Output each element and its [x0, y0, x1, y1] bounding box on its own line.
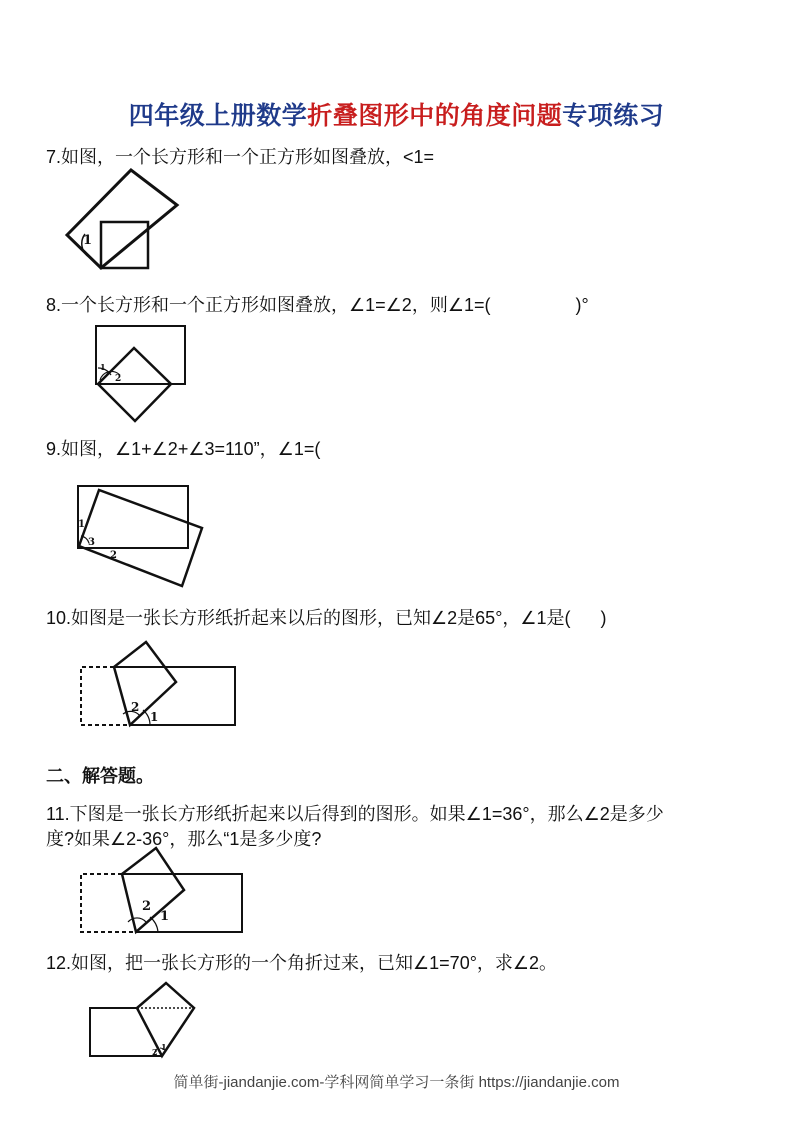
q11-angle-label-1: 1	[160, 909, 170, 924]
question-7-figure	[55, 160, 185, 275]
question-8-text: 8.一个长方形和一个正方形如图叠放，∠1=∠2，则∠1=( )°	[46, 295, 589, 315]
q8-angle-label-1: 1	[100, 362, 106, 372]
q9-angle-label-1: 1	[78, 519, 85, 530]
q12-angle-label-2: 2	[152, 1047, 158, 1057]
q10-angle-label-1: 1	[150, 710, 159, 724]
question-10-figure	[78, 638, 243, 730]
question-9-figure	[74, 480, 209, 590]
question-9-text: 9.如图，∠1+∠2+∠3=110”，∠1=(	[46, 439, 321, 459]
question-10-text: 10.如图是一张长方形纸折起来以后的图形，已知∠2是65°，∠1是( )	[46, 608, 607, 628]
q10-angle-label-2: 2	[131, 700, 140, 714]
question-8-figure	[90, 320, 190, 430]
q7-angle-label-1: 1	[83, 233, 93, 248]
title-part3: 专项练习	[562, 101, 665, 130]
title-part2: 折叠图形中的角度问题	[307, 101, 563, 130]
page-footer: 简单街-jiandanjie.com-学科网简单学习一条街 https://jiandanjie.com	[173, 1074, 620, 1091]
q11-angle-label-2: 2	[142, 899, 152, 914]
question-11-line1: 11.下图是一张长方形纸折起来以后得到的图形。如果∠1=36°，那么∠2是多少	[46, 804, 664, 824]
question-12-text: 12.如图，把一张长方形的一个角折过来，已知∠1=70°，求∠2。	[46, 953, 558, 973]
title-part1: 四年级上册数学	[128, 101, 308, 130]
q9-angle-label-2: 2	[110, 550, 117, 561]
question-7-text: 7.如图，一个长方形和一个正方形如图叠放，<1=	[46, 147, 435, 167]
question-12-figure	[88, 975, 208, 1060]
page-title	[0, 96, 793, 132]
q8-angle-label-2: 2	[115, 374, 122, 384]
section-heading: 二、解答题。	[46, 766, 154, 786]
question-11-line2: 度?如果∠2-36°，那么“1是多少度?	[46, 829, 322, 849]
q9-angle-label-3: 3	[88, 537, 95, 548]
question-11-figure	[78, 842, 248, 937]
q12-angle-label-1: 1	[161, 1042, 167, 1052]
